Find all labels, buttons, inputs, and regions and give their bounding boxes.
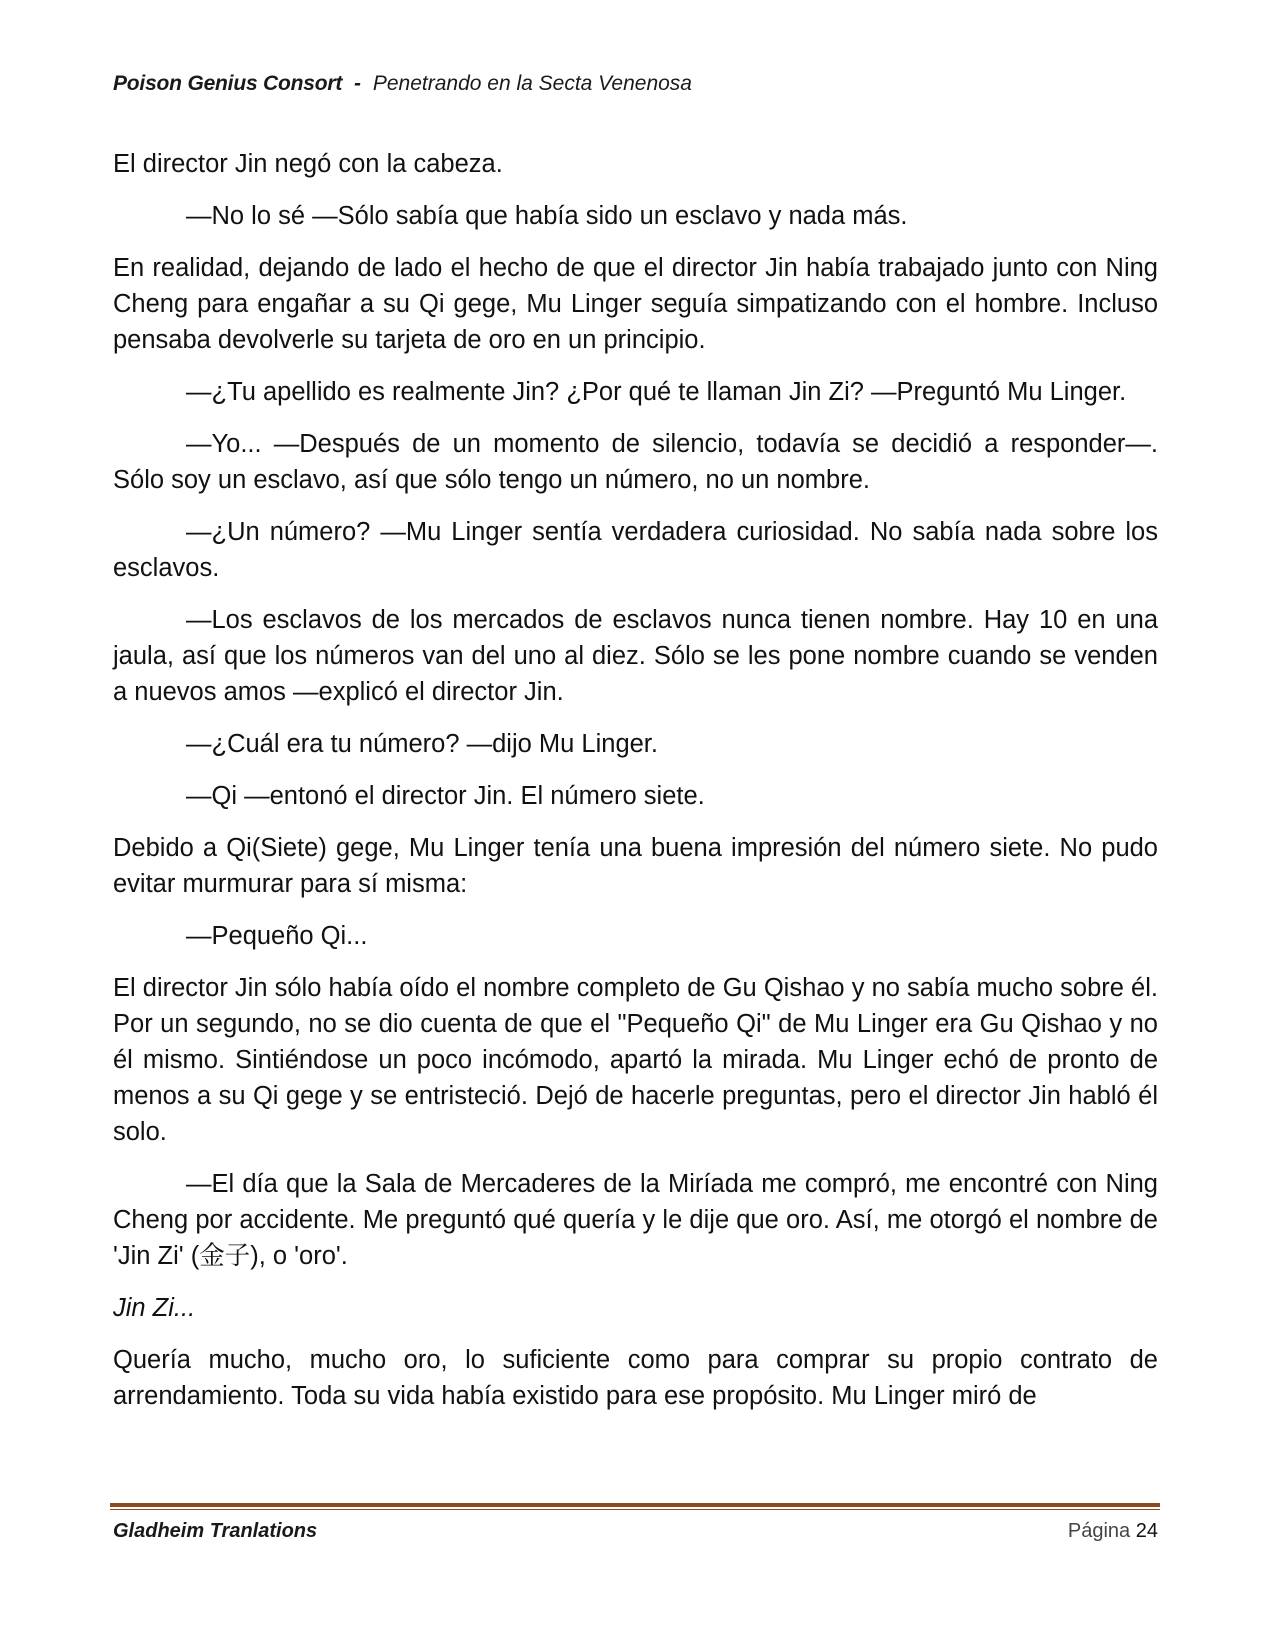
paragraph: —¿Tu apellido es realmente Jin? ¿Por qué te llaman Jin Zi? —Preguntó Mu Linger. <box>186 378 1127 406</box>
paragraph: —Qi —entonó el director Jin. El número siete. <box>186 782 705 810</box>
paragraph: —El día que la Sala de Mercaderes de la Miríada me compró, me encontré con Ning Cheng por accidente. Me preguntó qué quería y le dije que oro. Así, me otorgó el nombre de 'Jin Zi' (金子), o 'oro'. <box>113 1170 1158 1270</box>
paragraph: Quería mucho, mucho oro, lo suficiente como para comprar su propio contrato de arrendamiento. Toda su vida había existido para ese propósito. Mu Linger miró de <box>113 1346 1158 1410</box>
paragraph: Debido a Qi(Siete) gege, Mu Linger tenía una buena impresión del número siete. No pudo evitar murmurar para sí misma: <box>113 834 1158 898</box>
paragraph: El director Jin negó con la cabeza. <box>113 150 503 178</box>
paragraph: —No lo sé —Sólo sabía que había sido un esclavo y nada más. <box>186 202 908 230</box>
paragraph: El director Jin sólo había oído el nombre completo de Gu Qishao y no sabía mucho sobre él. Por un segundo, no se dio cuenta de que el "Pequeño Qi" de Mu Linger era Gu Qishao y no él mismo. Sintiéndose un poco incómodo, apartó la mirada. Mu Linger echó de pronto de menos a su Qi gege y se entristeció. Dejó de hacerle preguntas, pero el director Jin habló él solo. <box>113 974 1158 1146</box>
paragraph: En realidad, dejando de lado el hecho de que el director Jin había trabajado junto con Ning Cheng para engañar a su Qi gege, Mu Linger seguía simpatizando con el hombre. Incluso pensaba devolverle su tarjeta de oro en un principio. <box>113 254 1158 354</box>
paragraph: —¿Cuál era tu número? —dijo Mu Linger. <box>186 730 658 758</box>
paragraph: —Yo... —Después de un momento de silencio, todavía se decidió a responder—. Sólo soy un esclavo, así que sólo tengo un número, no un nombre. <box>113 430 1158 494</box>
paragraph: —¿Un número? —Mu Linger sentía verdadera curiosidad. No sabía nada sobre los esclavos. <box>113 518 1158 582</box>
footer-rule-thick <box>110 1503 1160 1507</box>
page-body <box>113 146 1158 1430</box>
page-label: Página <box>1067 1520 1131 1542</box>
paragraph: —Los esclavos de los mercados de esclavos nunca tienen nombre. Hay 10 en una jaula, así que los números van del uno al diez. Sólo se les pone nombre cuando se venden a nuevos amos —explicó el director Jin. <box>113 606 1158 706</box>
footer-publisher: Gladheim Tranlations <box>113 1520 318 1542</box>
page-number <box>1068 1520 1158 1543</box>
series-title: Poison Genius Consort <box>113 72 343 95</box>
chapter-title: Penetrando en la Secta Venenosa <box>372 72 692 95</box>
page-number-value: 24 <box>1135 1520 1158 1542</box>
footer-rule <box>110 1503 1160 1510</box>
footer-rule-thin <box>110 1509 1160 1510</box>
header-separator: - <box>354 72 361 95</box>
paragraph: —Pequeño Qi... <box>186 922 368 950</box>
running-header <box>113 72 692 96</box>
paragraph: Jin Zi... <box>113 1294 196 1322</box>
